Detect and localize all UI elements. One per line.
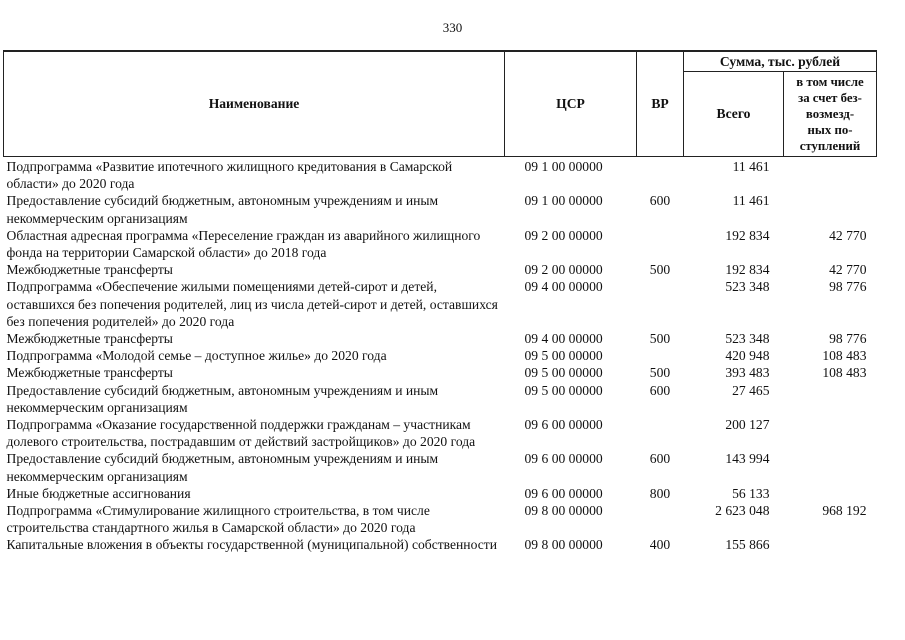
header-vr: ВР <box>637 51 684 157</box>
cell-name: Капитальные вложения в объекты государственной (муниципальной) собственности <box>6 537 497 553</box>
cell-total: 192 834 <box>725 227 770 243</box>
table-row <box>4 450 877 484</box>
table-row <box>4 485 877 502</box>
cell-vr <box>637 157 684 193</box>
table-row <box>4 192 877 226</box>
cell-csr: 09 2 00 00000 <box>524 262 603 278</box>
cell-name: Подпрограмма «Стимулирование жилищного строительства, в том числе строительства стандартного жилья в Самарской области» до 2020 года <box>6 503 430 536</box>
header-name: Наименование <box>4 51 505 157</box>
cell-vr <box>637 416 684 450</box>
cell-vr: 600 <box>649 451 671 467</box>
cell-name: Подпрограмма «Молодой семье – доступное жилье» до 2020 года <box>6 348 387 364</box>
cell-csr: 09 4 00 00000 <box>524 279 603 295</box>
page-number: 330 <box>442 20 463 35</box>
cell-vr: 800 <box>649 485 671 501</box>
cell-vr: 500 <box>649 365 671 381</box>
cell-csr: 09 5 00 00000 <box>524 382 603 398</box>
table-row <box>4 382 877 416</box>
cell-vr <box>637 278 684 330</box>
cell-total: 155 866 <box>725 537 770 553</box>
cell-free: 42 770 <box>829 227 867 243</box>
cell-vr <box>637 347 684 364</box>
cell-csr: 09 4 00 00000 <box>524 331 603 347</box>
cell-total: 2 623 048 <box>715 503 770 519</box>
cell-free <box>784 382 877 416</box>
table-row <box>4 157 877 193</box>
table-row <box>4 502 877 536</box>
cell-name: Областная адресная программа «Переселение граждан из аварийного жилищного фонда на территории Самарской области» до 2018 года <box>6 227 481 261</box>
cell-csr: 09 1 00 00000 <box>524 193 603 209</box>
cell-vr <box>637 227 684 261</box>
budget-table <box>3 50 877 554</box>
cell-name: Межбюджетные трансферты <box>6 262 173 278</box>
cell-csr: 09 5 00 00000 <box>524 365 603 381</box>
cell-total: 523 348 <box>725 279 770 295</box>
header-csr: ЦСР <box>505 51 637 157</box>
cell-free: 98 776 <box>829 331 867 347</box>
cell-name: Иные бюджетные ассигнования <box>6 485 191 501</box>
cell-free: 968 192 <box>822 503 867 519</box>
cell-vr: 500 <box>649 262 671 278</box>
cell-vr: 600 <box>649 193 671 209</box>
cell-name: Предоставление субсидий бюджетным, автономным учреждениям и иным некоммерческим организациям <box>6 382 439 415</box>
header-incl-line: за счет без- <box>798 91 862 105</box>
table-header <box>4 51 877 157</box>
table-row <box>4 536 877 553</box>
cell-free: 98 776 <box>829 279 867 295</box>
cell-total: 11 461 <box>732 193 770 209</box>
cell-vr <box>637 502 684 536</box>
cell-free <box>784 536 877 553</box>
cell-total: 200 127 <box>725 417 770 433</box>
cell-free <box>784 157 877 193</box>
table-row <box>4 330 877 347</box>
cell-name: Межбюджетные трансферты <box>6 365 173 381</box>
header-incl-line: в том числе <box>796 75 864 89</box>
cell-free <box>784 192 877 226</box>
table-row <box>4 278 877 330</box>
cell-free: 108 483 <box>822 365 867 381</box>
cell-name: Предоставление субсидий бюджетным, автономным учреждениям и иным некоммерческим организациям <box>6 193 439 226</box>
cell-total: 523 348 <box>725 331 770 347</box>
cell-name: Подпрограмма «Развитие ипотечного жилищного кредитования в Самарской области» до 2020 года <box>6 159 453 192</box>
table-body <box>4 157 877 554</box>
table-row <box>4 227 877 261</box>
cell-free <box>784 416 877 450</box>
cell-vr: 500 <box>649 331 671 347</box>
cell-free: 108 483 <box>822 348 867 364</box>
cell-free: 42 770 <box>829 262 867 278</box>
cell-csr: 09 6 00 00000 <box>524 451 603 467</box>
cell-csr: 09 2 00 00000 <box>524 227 603 243</box>
cell-csr: 09 5 00 00000 <box>524 348 603 364</box>
header-incl-line: ных по- <box>807 123 853 137</box>
cell-total: 27 465 <box>732 382 770 398</box>
cell-name: Межбюджетные трансферты <box>6 331 173 347</box>
table-row <box>4 416 877 450</box>
cell-csr: 09 6 00 00000 <box>524 417 603 433</box>
cell-free <box>784 450 877 484</box>
cell-total: 143 994 <box>725 451 770 467</box>
cell-free <box>784 485 877 502</box>
header-incl-free <box>784 72 877 157</box>
cell-total: 11 461 <box>732 159 770 174</box>
table-row <box>4 261 877 278</box>
header-sum: Сумма, тыс. рублей <box>684 51 877 72</box>
cell-total: 393 483 <box>725 365 770 381</box>
cell-name: Подпрограмма «Обеспечение жилыми помещениями детей-сирот и детей, оставшихся без попечения родителей, лиц из числа детей-сирот и детей, оставшихся без попечения родителей» до 2020 года <box>6 279 498 329</box>
cell-csr: 09 1 00 00000 <box>524 159 603 174</box>
cell-total: 56 133 <box>732 485 770 501</box>
cell-csr: 09 6 00 00000 <box>524 485 603 501</box>
header-incl-line: ступлений <box>799 139 861 153</box>
cell-total: 192 834 <box>725 262 770 278</box>
cell-name: Подпрограмма «Оказание государственной поддержки гражданам – участникам долевого строительства, пострадавшим от действий застройщиков» до 2020 года <box>6 417 476 450</box>
cell-csr: 09 8 00 00000 <box>524 503 603 519</box>
table-row <box>4 364 877 381</box>
cell-vr: 400 <box>649 537 671 553</box>
cell-csr: 09 8 00 00000 <box>524 537 603 553</box>
table-row <box>4 347 877 364</box>
header-incl-line: возмезд- <box>805 107 855 121</box>
header-total: Всего <box>684 72 784 157</box>
cell-vr: 600 <box>649 382 671 398</box>
cell-total: 420 948 <box>725 348 770 364</box>
cell-name: Предоставление субсидий бюджетным, автономным учреждениям и иным некоммерческим организациям <box>6 451 439 484</box>
